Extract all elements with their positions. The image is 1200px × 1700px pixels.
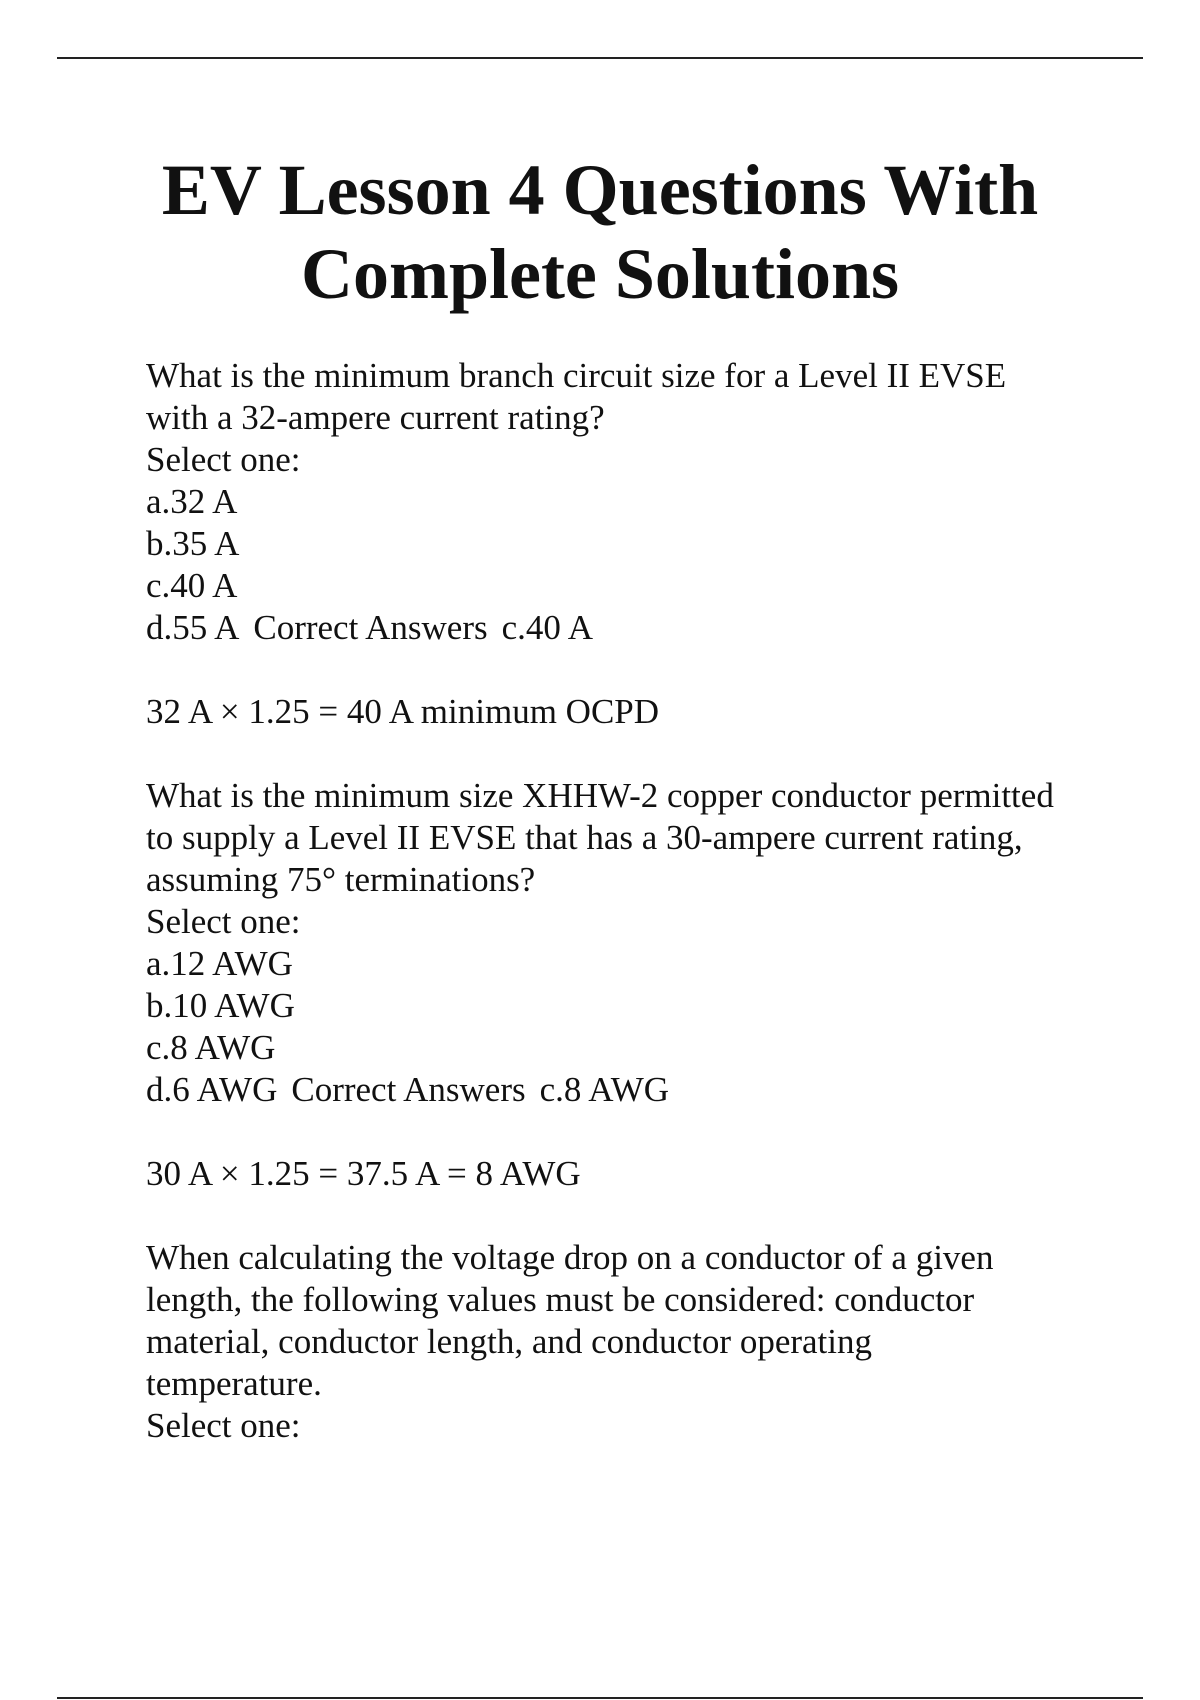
question-1-option-b: b.35 A <box>146 524 240 563</box>
question-3-stem-line-2: length, the following values must be considered: conductor <box>146 1280 975 1319</box>
question-1-option-c: c.40 A <box>146 566 238 605</box>
question-2-option-c: c.8 AWG <box>146 1028 276 1067</box>
question-2-correct-value: c.8 AWG <box>539 1070 670 1109</box>
question-2-select-one: Select one: <box>146 902 301 941</box>
question-2-stem-line-3: assuming 75° terminations? <box>146 860 536 899</box>
question-2-option-d-row <box>146 1069 1106 1111</box>
top-rule <box>57 57 1143 59</box>
question-1-option-d: d.55 A <box>146 608 240 647</box>
question-2-option-a: a.12 AWG <box>146 944 293 983</box>
question-2 <box>146 775 1106 1111</box>
question-2-explanation-block <box>146 1153 1106 1195</box>
question-2-option-d: d.6 AWG <box>146 1070 278 1109</box>
page-title <box>100 148 1100 316</box>
title-line-2: Complete Solutions <box>300 234 900 314</box>
question-3 <box>146 1237 1106 1447</box>
question-3-stem-line-1: When calculating the voltage drop on a conductor of a given <box>146 1238 994 1277</box>
question-3-stem-line-3: material, conductor length, and conductor operating <box>146 1322 872 1361</box>
question-1-option-a: a.32 A <box>146 482 238 521</box>
question-1-correct-label: Correct Answers <box>253 608 488 647</box>
question-1-explanation: 32 A × 1.25 = 40 A minimum OCPD <box>146 692 660 731</box>
question-2-stem-line-1: What is the minimum size XHHW-2 copper conductor permitted <box>146 776 1054 815</box>
question-2-stem-line-2: to supply a Level II EVSE that has a 30-ampere current rating, <box>146 818 1023 857</box>
question-list <box>146 355 1106 1447</box>
title-line-1: EV Lesson 4 Questions With <box>161 150 1039 230</box>
question-1-stem-line-2: with a 32-ampere current rating? <box>146 398 605 437</box>
question-2-explanation: 30 A × 1.25 = 37.5 A = 8 AWG <box>146 1154 581 1193</box>
question-1 <box>146 355 1106 649</box>
question-1-option-d-row <box>146 607 1106 649</box>
bottom-rule <box>57 1697 1143 1699</box>
question-2-option-b: b.10 AWG <box>146 986 295 1025</box>
question-3-select-one: Select one: <box>146 1406 301 1445</box>
question-1-explanation-block <box>146 691 1106 733</box>
question-1-select-one: Select one: <box>146 440 301 479</box>
question-1-stem-line-1: What is the minimum branch circuit size for a Level II EVSE <box>146 356 1007 395</box>
question-1-correct-value: c.40 A <box>501 608 594 647</box>
question-2-correct-label: Correct Answers <box>291 1070 526 1109</box>
question-3-stem-line-4: temperature. <box>146 1364 322 1403</box>
